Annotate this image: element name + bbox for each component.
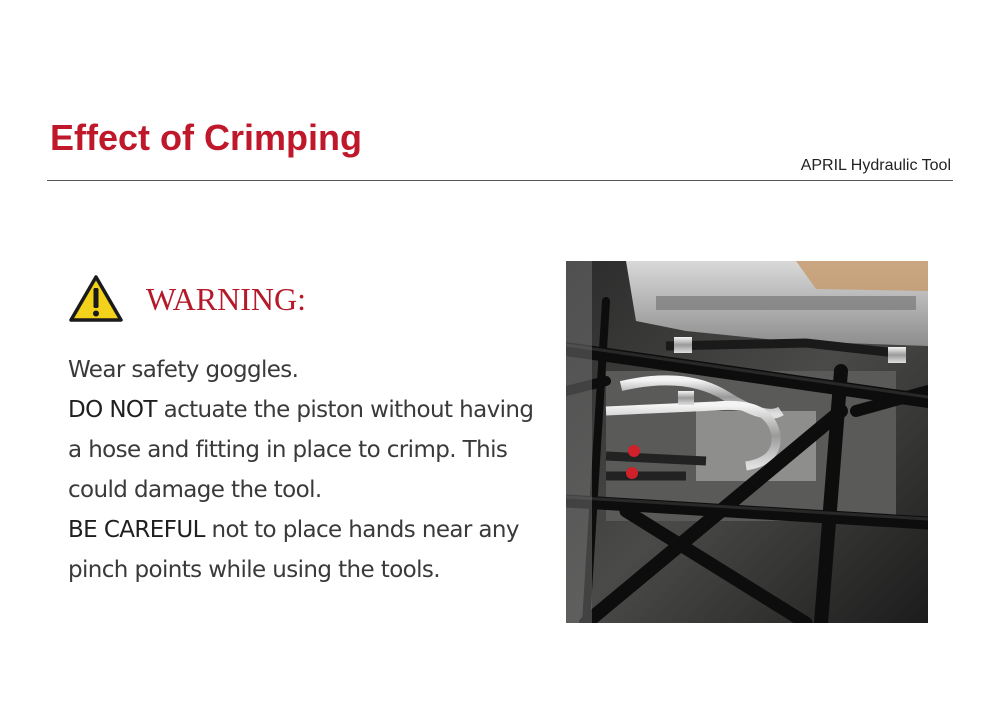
warning-text: [68, 350, 538, 590]
warning-line-do-not: DO NOT actuate the piston without having a hose and fitting in place to crimp. This could damage the tool.: [68, 397, 534, 503]
warning-line-be-careful: BE CAREFUL not to place hands near any pinch points while using the tools.: [68, 517, 519, 583]
engine-bay-illustration: [566, 261, 928, 623]
engine-bay-photo: [566, 261, 928, 623]
page-title: Effect of Crimping: [50, 117, 362, 158]
emphasis-do-not: DO NOT: [68, 397, 157, 423]
warning-triangle-icon: [68, 274, 124, 324]
warning-heading: [68, 274, 306, 324]
warning-label: WARNING:: [146, 281, 306, 317]
header-divider: [47, 180, 953, 181]
brand-label: APRIL Hydraulic Tool: [800, 157, 951, 174]
emphasis-be-careful: BE CAREFUL: [68, 517, 205, 543]
warning-line-goggles: Wear safety goggles.: [68, 357, 299, 383]
